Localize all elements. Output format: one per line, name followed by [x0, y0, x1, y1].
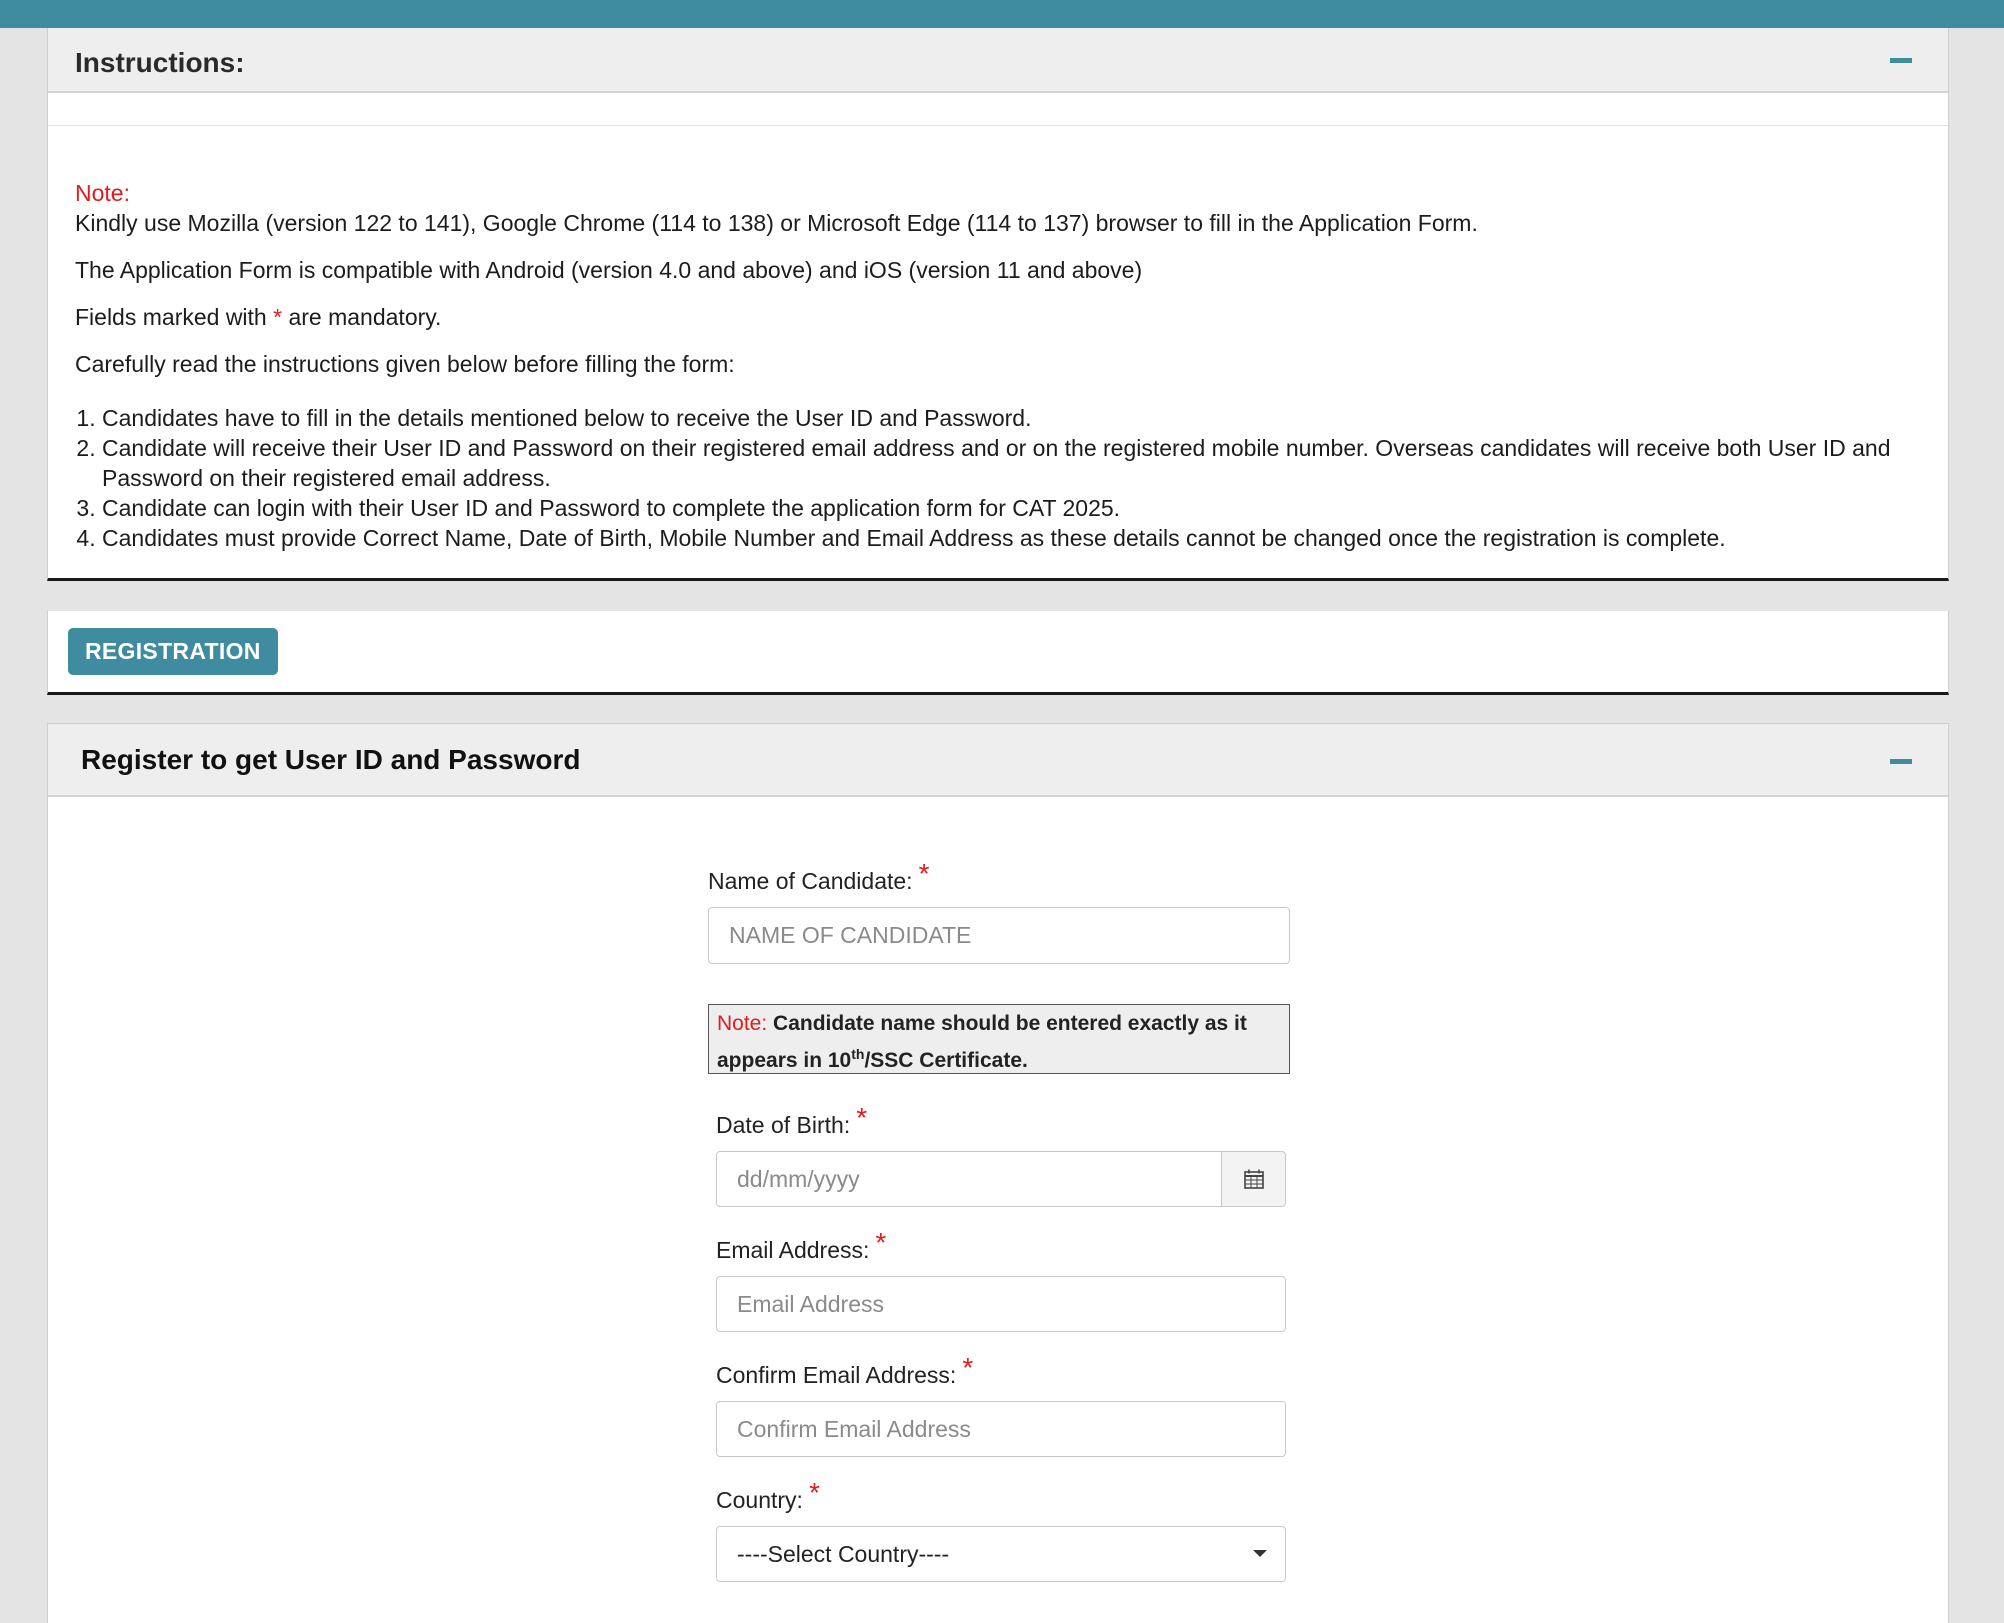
required-star: *	[856, 1102, 868, 1133]
dob-label	[716, 1102, 868, 1140]
caret-down-icon	[1253, 1550, 1267, 1557]
compat-note: The Application Form is compatible with Android (version 4.0 and above) and iOS (version 11 and above)	[75, 257, 1143, 283]
name-note-text-end: /SSC Certificate.	[864, 1049, 1028, 1072]
list-item: 2. Candidate will receive their User ID and Password on their registered email address and or on the registered mobile number. Overseas candidates will receive both User ID and Password on their registered email address.	[102, 433, 1918, 493]
read-note: Carefully read the instructions given below before filling the form:	[75, 351, 735, 377]
confirm-email-input[interactable]	[716, 1401, 1286, 1457]
register-form-header[interactable]	[48, 724, 1948, 797]
registration-button[interactable]: REGISTRATION	[68, 628, 278, 675]
mandatory-suffix: are mandatory.	[288, 304, 442, 330]
confirm-email-label	[716, 1352, 974, 1390]
divider	[48, 125, 1948, 126]
required-star: *	[875, 1227, 887, 1258]
confirm-email-placeholder: Confirm Email Address	[737, 1415, 971, 1442]
registration-panel	[47, 611, 1949, 695]
required-star: *	[273, 304, 283, 330]
country-selected-value: ----Select Country----	[737, 1540, 950, 1567]
mandatory-note	[75, 302, 1918, 332]
note-label: Note:	[75, 180, 130, 206]
instructions-list	[75, 403, 1918, 553]
list-item: 3. Candidate can login with their User ID and Password to complete the application form for CAT 2025.	[102, 493, 1918, 523]
required-star: *	[918, 858, 930, 889]
dob-placeholder: dd/mm/yyyy	[737, 1165, 860, 1192]
calendar-icon	[1243, 1168, 1265, 1190]
calendar-button[interactable]	[1222, 1151, 1286, 1207]
name-input[interactable]	[708, 907, 1290, 964]
email-placeholder: Email Address	[737, 1290, 885, 1317]
country-select[interactable]	[716, 1526, 1286, 1582]
collapse-minus-icon[interactable]	[1890, 58, 1912, 63]
note-label: Note:	[717, 1012, 768, 1035]
mandatory-prefix: Fields marked with	[75, 304, 267, 330]
name-placeholder: NAME OF CANDIDATE	[729, 922, 972, 948]
email-label-text: Email Address:	[716, 1237, 870, 1263]
email-input[interactable]	[716, 1276, 1286, 1332]
required-star: *	[962, 1352, 974, 1383]
required-star: *	[808, 1477, 820, 1508]
country-label	[716, 1477, 820, 1515]
email-label	[716, 1227, 887, 1265]
instructions-header[interactable]	[48, 28, 1948, 93]
name-note-box	[708, 1004, 1290, 1074]
country-label-text: Country:	[716, 1487, 803, 1513]
top-bar	[0, 0, 2004, 28]
name-label	[708, 858, 930, 896]
register-form-title: Register to get User ID and Password	[81, 744, 581, 775]
register-form-panel	[47, 723, 1949, 1623]
instructions-title: Instructions:	[75, 47, 245, 78]
list-item: 1. Candidates have to fill in the details mentioned below to receive the User ID and Password.	[102, 403, 1918, 433]
name-note-sup: th	[851, 1046, 865, 1062]
list-item: 4. Candidates must provide Correct Name, Date of Birth, Mobile Number and Email Address as these details cannot be changed once the registration is complete.	[102, 523, 1918, 553]
instructions-panel	[47, 28, 1949, 581]
dob-label-text: Date of Birth:	[716, 1112, 851, 1138]
confirm-email-label-text: Confirm Email Address:	[716, 1362, 957, 1388]
name-note-text: Candidate name should be entered exactly as it appears in 10	[717, 1012, 1247, 1072]
instructions-body	[75, 178, 1918, 553]
name-label-text: Name of Candidate:	[708, 868, 913, 894]
collapse-minus-icon[interactable]	[1890, 759, 1912, 764]
dob-input[interactable]	[716, 1151, 1222, 1207]
browser-note: Kindly use Mozilla (version 122 to 141), Google Chrome (114 to 138) or Microsoft Edge (114 to 137) browser to fill in the Application Form.	[75, 210, 1478, 236]
